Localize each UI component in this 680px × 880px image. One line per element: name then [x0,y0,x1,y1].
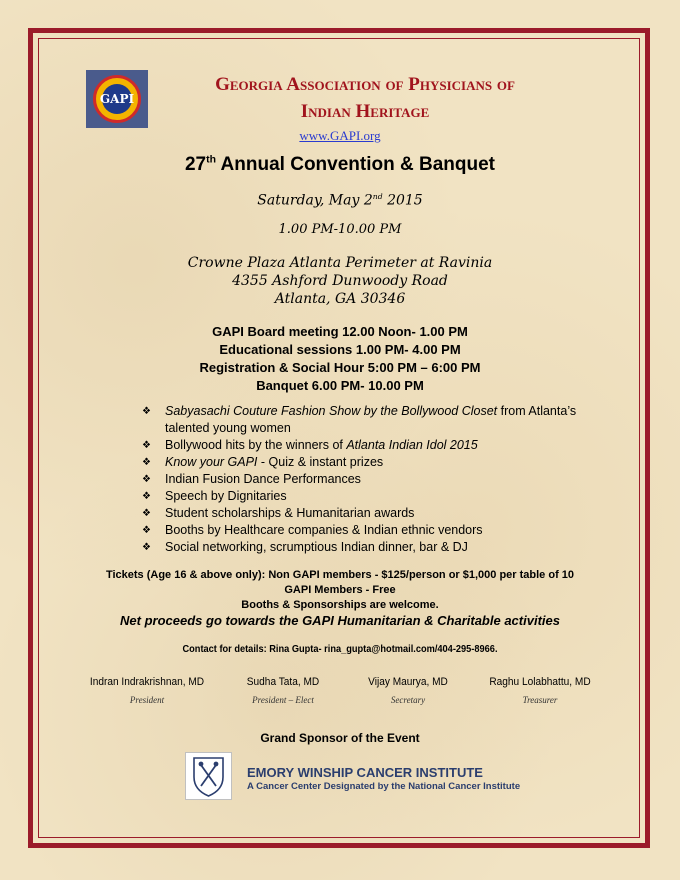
bullet-diamond-icon: ❖ [142,457,151,468]
highlight-item [142,505,582,522]
emory-shield-icon [185,752,232,800]
highlight-awards: Student scholarships & Humanitarian awards [165,506,415,520]
tickets-info: Tickets (Age 16 & above only): Non GAPI members - $125/person or $1,000 per table of 10 [105,569,575,581]
highlight-item [142,522,582,539]
highlight-item [142,454,582,471]
bullet-diamond-icon: ❖ [142,474,151,485]
schedule-item: Banquet 6.00 PM- 10.00 PM [256,378,424,393]
convention-ordinal-suffix: th [206,154,216,166]
website-link[interactable]: www.GAPI.org [299,128,381,143]
convention-ordinal: 27 [184,154,207,175]
officer-title: President [129,695,165,705]
sponsor-tagline: A Cancer Center Designated by the National Cancer Institute [247,781,521,792]
officer-name: Indran Indrakrishnan, MD [89,676,205,688]
highlight-fashion-show: Sabyasachi Couture Fashion Show by the Bollywood Closet [165,404,498,418]
officer-name: Sudha Tata, MD [246,676,320,688]
bullet-diamond-icon: ❖ [142,491,151,502]
sponsor-heading: Grand Sponsor of the Event [260,731,420,745]
highlights-list [142,403,582,556]
event-date-suffix: nd [372,192,383,201]
members-free: GAPI Members - Free [284,584,396,596]
schedule-item: Educational sessions 1.00 PM- 4.00 PM [219,342,461,357]
net-proceeds: Net proceeds go towards the GAPI Humanitarian & Charitable activities [120,613,560,628]
org-title-line1: Georgia Association of Physicians of [215,74,515,95]
convention-title [100,154,580,176]
highlight-item [142,403,582,437]
officer-title: President – Elect [252,695,314,705]
highlight-item [142,488,582,505]
bullet-diamond-icon: ❖ [142,406,151,417]
highlight-quiz: Know your GAPI [165,455,258,469]
org-title-line2: Indian Heritage [300,101,430,122]
highlight-item [142,539,582,556]
venue-city: Atlanta, GA 30346 [274,291,406,307]
gapi-logo-ring [93,75,141,123]
highlight-speech: Speech by Dignitaries [165,489,287,503]
schedule-item: GAPI Board meeting 12.00 Noon- 1.00 PM [212,324,468,339]
venue-name: Crowne Plaza Atlanta Perimeter at Ravinia [187,255,493,271]
bullet-diamond-icon: ❖ [142,440,151,451]
highlight-networking: Social networking, scrumptious Indian dinner, bar & DJ [165,540,468,554]
contact-details: Contact for details: Rina Gupta- rina_gupta@hotmail.com/404-295-8966. [182,643,498,655]
highlight-indian-idol: Atlanta Indian Idol 2015 [346,438,478,452]
booths-welcome: Booths & Sponsorships are welcome. [241,599,439,611]
schedule-item: Registration & Social Hour 5:00 PM – 6:00 PM [199,360,481,375]
event-date-prefix: Saturday, May 2 [257,192,373,209]
officer-name: Vijay Maurya, MD [368,676,448,688]
bullet-diamond-icon: ❖ [142,542,151,553]
gapi-logo-text: GAPI [102,84,132,114]
highlight-quiz-rest: - Quiz & instant prizes [257,455,384,469]
highlight-item [142,471,582,488]
officer-title: Treasurer [522,695,558,705]
highlight-dance: Indian Fusion Dance Performances [165,472,361,486]
highlight-item [142,437,582,454]
gapi-logo [86,70,148,128]
highlight-bollywood-pre: Bollywood hits by the winners of [165,438,347,452]
bullet-diamond-icon: ❖ [142,525,151,536]
sponsor-name: EMORY WINSHIP CANCER INSTITUTE [247,765,483,780]
venue-street: 4355 Ashford Dunwoody Road [232,273,448,289]
highlight-fashion-show-rest: from Atlanta’s talented young women [165,404,577,435]
event-time: 1.00 PM-10.00 PM [278,222,402,237]
convention-title-rest: Annual Convention & Banquet [215,154,495,175]
event-date [60,192,620,209]
bullet-diamond-icon: ❖ [142,508,151,519]
officer-name: Raghu Lolabhattu, MD [489,676,591,688]
highlight-booths: Booths by Healthcare companies & Indian ethnic vendors [165,523,483,537]
officer-title: Secretary [390,695,426,705]
event-date-year: 2015 [382,192,423,209]
